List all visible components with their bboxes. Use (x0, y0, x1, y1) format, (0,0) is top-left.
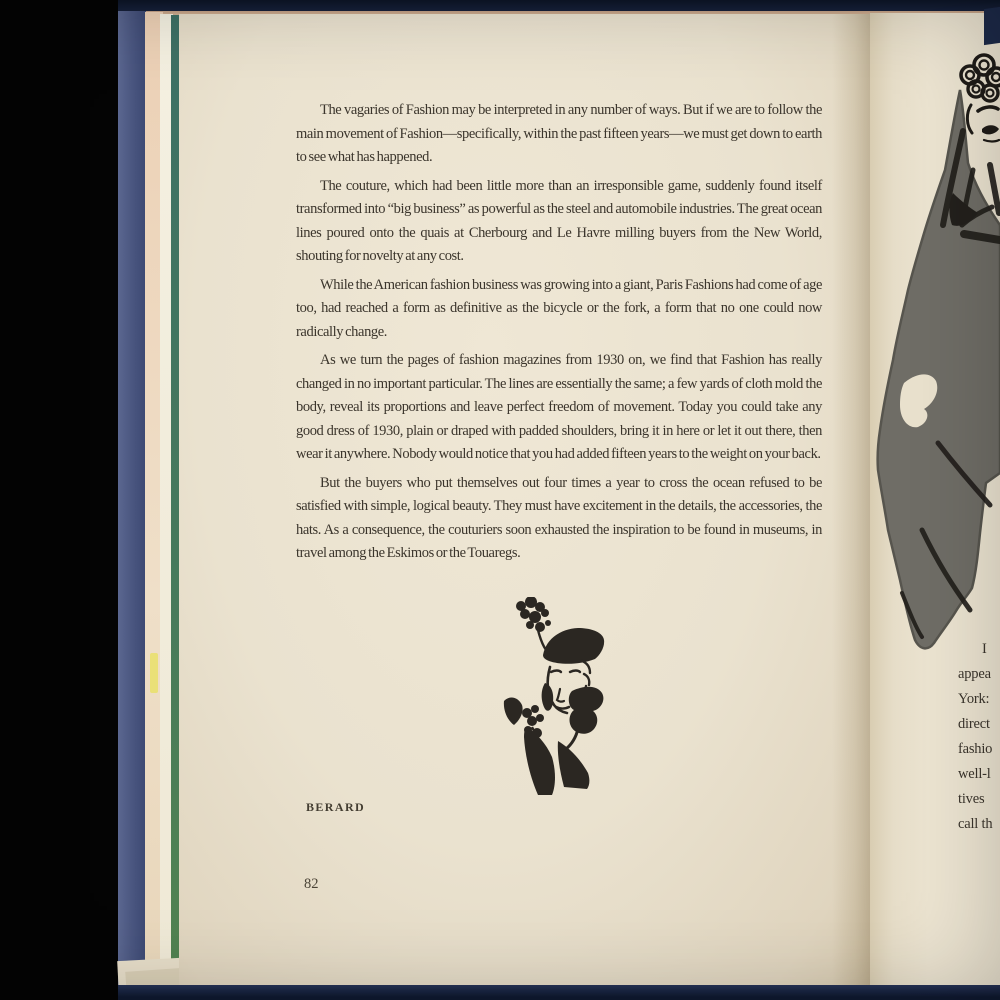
body-paragraph: The couture, which had been little more than an irresponsible game, suddenly found itself transformed into “big business” as powerful as the steel and automobile industries. The great ocean lines poured onto the quais at Cherbourg and Le Havre milling buyers from the New World, shouting for novelty at any cost. (296, 177, 822, 264)
page-edge-strip-yellow (150, 653, 158, 693)
facing-page-text-block (958, 637, 1000, 837)
facing-page-illustration (858, 53, 1000, 653)
facing-page-text-line: direct (958, 716, 990, 732)
facing-page-text-line: York: (958, 691, 990, 707)
body-paragraph: But the buyers who put themselves out four times a year to cross the ocean refused to be satisfied with simple, logical beauty. They must have excitement in the details, the accessories, the hats. As a consequence, the couturiers soon exhausted the inspiration to be found in museums, in travel among the Eskimos or the Touaregs. (296, 474, 822, 561)
book-cover-top-edge (118, 0, 1000, 11)
facing-page-text-line: tives (958, 791, 985, 807)
facing-page-text-line: call th (958, 816, 993, 832)
facing-page-text-line: appea (958, 666, 991, 682)
body-paragraph: As we turn the pages of fashion magazines from 1930 on, we find that Fashion has really changed in no important particular. The lines are essentially the same; a few yards of cloth mold the body, reveal its proportions and leave perfect freedom of movement. Today you could take any good dress of 1930, plain or draped with padded shoulders, bring it in here or let it out there, then wear it anywhere. Nobody would notice that you had added fifteen years to the weight on your back. (296, 352, 822, 462)
illustration-caption: BERARD (306, 800, 366, 814)
page-number: 82 (304, 876, 319, 892)
book-cover-bottom-edge (118, 985, 1000, 1000)
facing-page-text-line: I (982, 641, 987, 657)
body-paragraph: While the American fashion business was growing into a giant, Paris Fashions had come of age too, had reached a form as definitive as the bicycle or the fork, a form that no one could now radically change. (296, 276, 822, 340)
facing-page-text-line: fashio (958, 741, 993, 757)
body-text-block (296, 99, 822, 566)
body-paragraph: The vagaries of Fashion may be interpreted in any number of ways. But if we are to follow the main movement of Fashion—specifically, within the past fifteen years—we must get down to earth to see what has happened. (296, 102, 822, 165)
berard-illustration (494, 597, 626, 799)
book-cover-corner (984, 7, 1000, 45)
facing-page-text-line: well-l (958, 766, 991, 782)
